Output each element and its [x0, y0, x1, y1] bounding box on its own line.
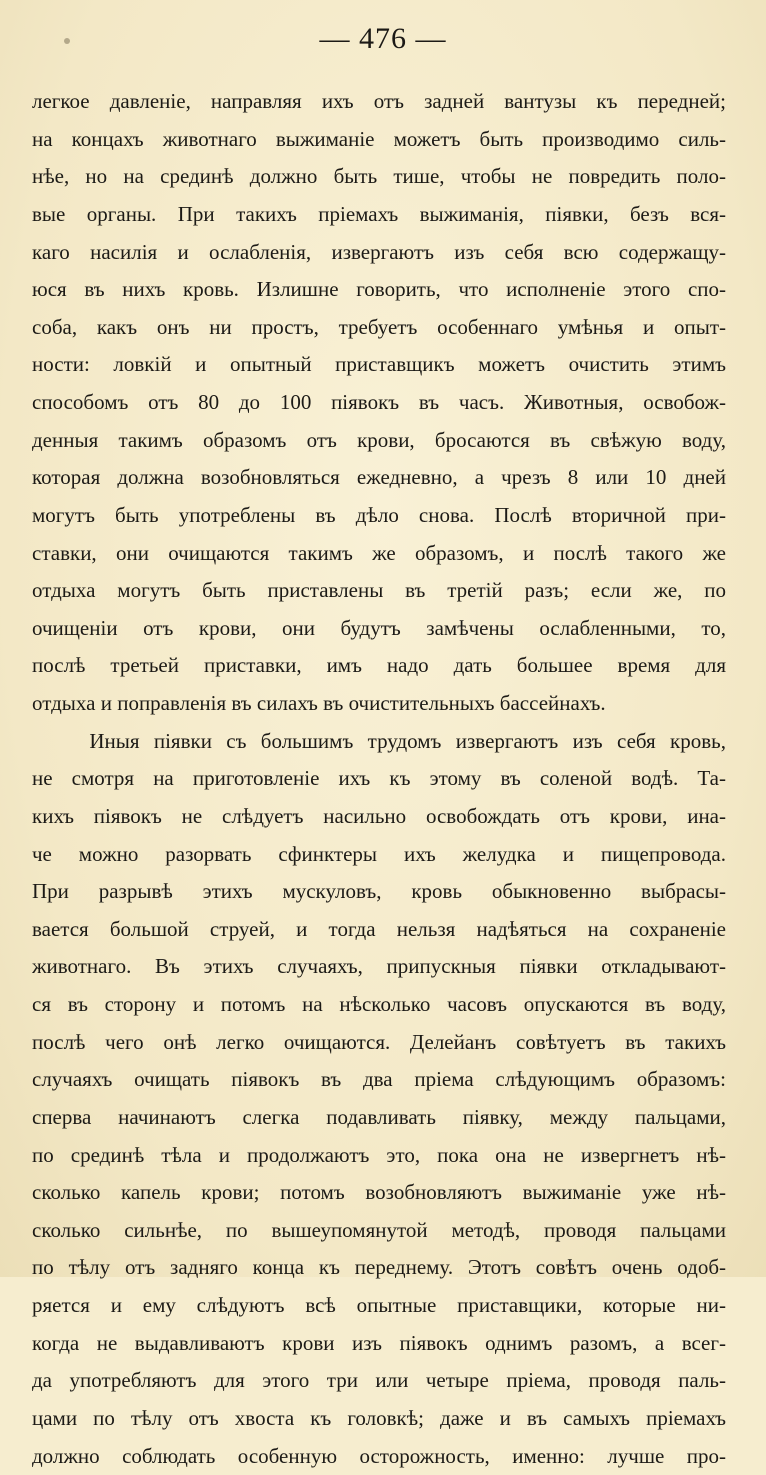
- text-line: ся въ сторону и потомъ на нѣсколько часовъ опускаются въ воду,: [32, 986, 726, 1024]
- text-line: кихъ піявокъ не слѣдуетъ насильно освобождать отъ крови, ина-: [32, 798, 726, 836]
- text-line: денныя такимъ образомъ отъ крови, бросаются въ свѣжую воду,: [32, 422, 726, 460]
- text-line: не смотря на приготовленіе ихъ къ этому въ соленой водѣ. Та-: [32, 760, 726, 798]
- text-line: животнаго. Въ этихъ случаяхъ, припускныя піявки откладывают-: [32, 948, 726, 986]
- text-line: При разрывѣ этихъ мускуловъ, кровь обыкновенно выбрасы-: [32, 873, 726, 911]
- text-line: случаяхъ очищать піявокъ въ два пріема слѣдующимъ образомъ:: [32, 1061, 726, 1099]
- text-line: на концахъ животнаго выжиманіе можетъ быть производимо силь-: [32, 121, 726, 159]
- text-line: очищеніи отъ крови, они будутъ замѣчены ослабленными, то,: [32, 610, 726, 648]
- text-line: сперва начинаютъ слегка подавливать піявку, между пальцами,: [32, 1099, 726, 1137]
- text-line: послѣ чего онѣ легко очищаются. Делейанъ совѣтуетъ въ такихъ: [32, 1024, 726, 1062]
- text-line: нѣе, но на срединѣ должно быть тише, чтобы не повредить поло-: [32, 158, 726, 196]
- text-line: сколько капель крови; потомъ возобновляютъ выжиманіе уже нѣ-: [32, 1174, 726, 1212]
- text-line: че можно разорвать сфинктеры ихъ желудка и пищепровода.: [32, 836, 726, 874]
- text-line: легкое давленіе, направляя ихъ отъ задней вантузы къ передней;: [32, 83, 726, 121]
- text-line: вается большой струей, и тогда нельзя надѣяться на сохраненіе: [32, 911, 726, 949]
- text-line: по срединѣ тѣла и продолжаютъ это, пока она не извергнетъ нѣ-: [32, 1137, 726, 1175]
- text-line: соба, какъ онъ ни простъ, требуетъ особеннаго умѣнья и опыт-: [32, 309, 726, 347]
- text-line: способомъ отъ 80 до 100 піявокъ въ часъ. Животныя, освобож-: [32, 384, 726, 422]
- text-line: послѣ третьей приставки, имъ надо дать большее время для: [32, 647, 726, 685]
- text-line: Иныя піявки съ большимъ трудомъ извергаютъ изъ себя кровь,: [32, 723, 726, 761]
- text-line: ности: ловкій и опытный приставщикъ можетъ очистить этимъ: [32, 346, 726, 384]
- text-line: ряется и ему слѣдуютъ всѣ опытные приставщики, которые ни-: [32, 1287, 726, 1325]
- text-line: юся въ нихъ кровь. Излишне говорить, что исполненіе этого спо-: [32, 271, 726, 309]
- text-line: да употребляютъ для этого три или четыре пріема, проводя паль-: [32, 1362, 726, 1400]
- text-line: которая должна возобновляться ежедневно, а чрезъ 8 или 10 дней: [32, 459, 726, 497]
- text-line: цами по тѣлу отъ хвоста къ головкѣ; даже и въ самыхъ пріемахъ: [32, 1400, 726, 1438]
- text-line: вые органы. При такихъ пріемахъ выжиманія, піявки, безъ вся-: [32, 196, 726, 234]
- text-line: отдыха могутъ быть приставлены въ третій разъ; если же, по: [32, 572, 726, 610]
- text-line: могутъ быть употреблены въ дѣло снова. Послѣ вторичной при-: [32, 497, 726, 535]
- text-line: ставки, они очищаются такимъ же образомъ, и послѣ такого же: [32, 535, 726, 573]
- page-number: — 476 —: [0, 22, 766, 56]
- text-line: по тѣлу отъ задняго конца къ переднему. Этотъ совѣтъ очень одоб-: [32, 1249, 726, 1287]
- text-line: когда не выдавливаютъ крови изъ піявокъ однимъ разомъ, а всег-: [32, 1325, 726, 1363]
- text-line: отдыха и поправленія въ силахъ въ очистительныхъ бассейнахъ.: [32, 685, 726, 723]
- body-text: [32, 83, 726, 1475]
- text-line: должно соблюдать особенную осторожность, именно: лучше про-: [32, 1438, 726, 1475]
- text-line: сколько сильнѣе, по вышеупомянутой методѣ, проводя пальцами: [32, 1212, 726, 1250]
- text-line: каго насилія и ослабленія, извергаютъ изъ себя всю содержащу-: [32, 234, 726, 272]
